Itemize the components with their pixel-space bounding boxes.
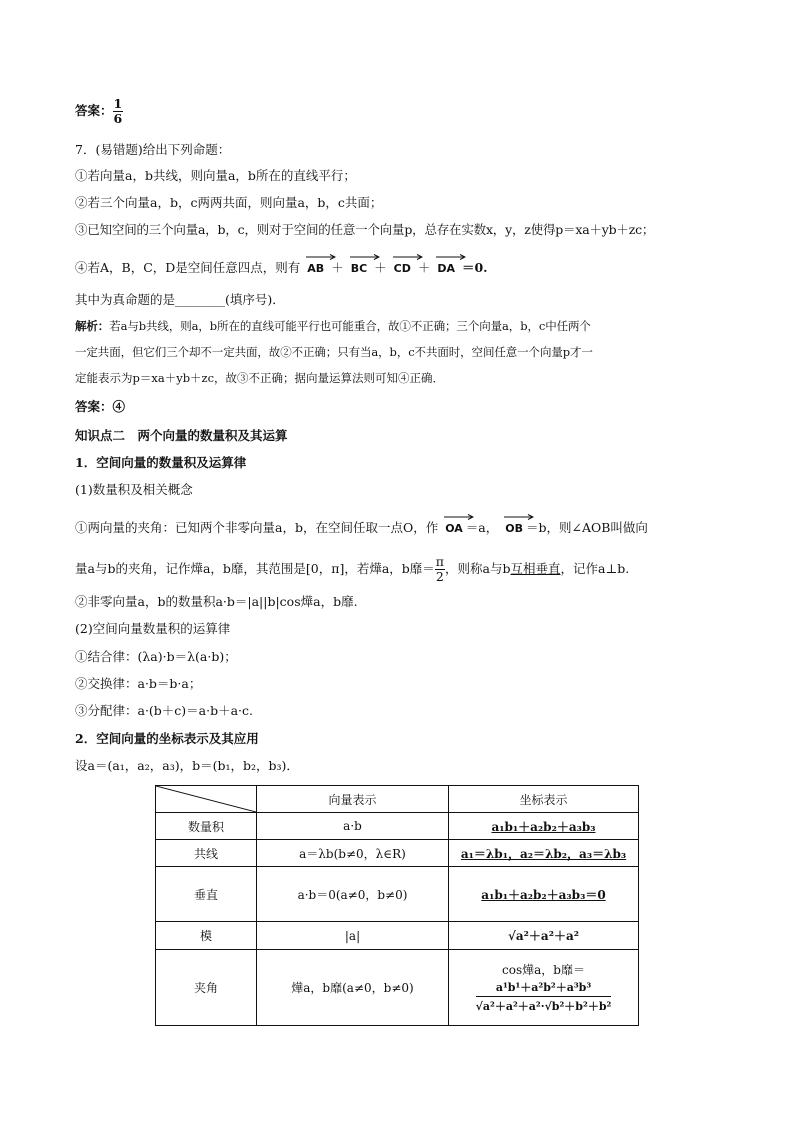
fraction-numerator: 1 [113,96,123,111]
plus-sign: ＋ [417,260,431,275]
table-row [156,950,639,1026]
heading-1: 1．空间向量的数量积及运算律 [75,455,247,470]
cosine-numerator: a¹b¹＋a²b²＋a³b³ [476,978,612,997]
law-commutative: ②交换律：a·b＝b·a； [75,676,202,691]
angle-text-3: ，则称a与b [445,561,511,576]
two: 2 [435,569,444,584]
angle-text-2: 量a与b的夹角，记作燁a，b靡，其范围是[0，π]，若燁a，b靡＝ [75,561,435,576]
question-ask: 其中为真命题的是________(填序号)． [75,292,285,307]
table-row-name: 共线 [156,840,257,867]
question-title: 7．(易错题)给出下列命题： [75,142,231,157]
table-coord-cell [449,950,639,1026]
table-row-name: 垂直 [156,867,257,922]
pi-over-2 [435,555,445,584]
plus-sign: ＋ [331,260,344,275]
table-vec-cell: a·b [257,813,449,840]
fraction [113,97,124,126]
table-row-name: 数量积 [156,813,257,840]
vector-ab [307,254,324,278]
table-row [156,867,639,922]
angle-definition-line-1 [75,514,648,538]
cosine-label: cos燁a，b靡＝ [502,963,585,977]
table-coord-cell: a₁＝λb₁，a₂＝λb₂，a₃＝λb₃ [449,840,639,867]
plus-sign: ＋ [374,260,387,275]
table-corner-cell [156,786,257,813]
explanation-label: 解析： [75,319,110,333]
vector-oa [445,514,463,538]
table-header: 坐标表示 [449,786,639,813]
proposition-3: ③已知空间的三个向量a，b，c，则对于空间的任意一个向量p，总存在实数x，y，z使得p＝xa＋yb＋zc； [75,222,655,237]
vector-setup: 设a＝(a₁，a₂，a₃)，b＝(b₁，b₂，b₃)． [75,758,299,773]
law-associative: ①结合律：(λa)·b＝λ(a·b)； [75,649,237,664]
table-coord-cell: a₁b₁＋a₂b₂＋a₃b₃ [449,813,639,840]
vector-ob-label: OB [505,522,523,535]
heading-1a: (1)数量积及相关概念 [75,482,193,497]
vector-da [437,254,455,278]
table-row [156,922,639,950]
proposition-1: ①若向量a，b共线，则向量a，b所在的直线平行； [75,168,356,183]
table-row-name: 模 [156,922,257,950]
proposition-4-text: ④若A，B，C，D是空间任意四点，则有 [75,260,301,275]
table-header-row [156,786,639,813]
heading-1b: (2)空间向量数量积的运算律 [75,621,231,636]
angle-text-4: ，记作a⊥b. [560,561,630,576]
pi: π [435,554,445,569]
explanation-text-1: 若a与b共线，则a，b所在的直线可能平行也可能重合，故①不正确；三个向量a，b，c中任两个 [109,319,591,333]
vector-da-label: DA [437,262,455,275]
proposition-2: ②若三个向量a，b，c两两共面，则向量a，b，c共面； [75,195,383,210]
table-vec-cell: |a| [257,922,449,950]
equals-zero: ＝0. [461,260,488,275]
vector-oa-label: OA [445,522,463,535]
explanation-line-1 [75,317,591,335]
table-row [156,840,639,867]
perpendicular-term: 互相垂直 [510,561,561,576]
table-row-name: 夹角 [156,950,257,1026]
equals-b: ＝b，则∠AOB叫做向 [525,520,648,535]
explanation-line-2: 一定共面，但它们三个却不一定共面，故②不正确；只有当a，b，c不共面时，空间任意一个向量p才一 [75,345,593,359]
vector-table [155,785,639,1026]
dot-product-definition: ②非零向量a，b的数量积a·b＝|a||b|cos燁a，b靡. [75,594,358,609]
table-coord-cell: a₁b₁＋a₂b₂＋a₃b₃＝0 [449,867,639,922]
angle-text-1: ①两向量的夹角：已知两个非零向量a，b，在空间任取一点O，作 [75,520,439,535]
cosine-denominator: √a²＋a²＋a²·√b²＋b²＋b² [475,1000,612,1013]
proposition-4 [75,254,488,278]
vector-bc-label: BC [350,262,368,275]
section-title: 知识点二 两个向量的数量积及其运算 [75,428,288,443]
heading-2: 2．空间向量的坐标表示及其应用 [75,731,259,746]
vector-cd-label: CD [393,262,411,275]
table-vec-cell: 燁a，b靡(a≠0，b≠0) [257,950,449,1026]
equals-a: ＝a， [465,520,499,535]
table-header: 向量表示 [257,786,449,813]
answer-label: 答案： [75,103,113,118]
angle-definition-line-2 [75,555,629,584]
table-coord-cell: √a²＋a²＋a² [449,922,639,950]
vector-ob [505,514,523,538]
fraction-denominator: 6 [113,111,123,126]
vector-cd [394,254,411,278]
vector-ab-label: AB [307,262,325,275]
table-row [156,813,639,840]
explanation-line-3: 定能表示为p＝xa＋yb＋zc，故③不正确；据向量运算法则可知④正确． [75,371,445,385]
diagonal-line [156,786,256,812]
table-vec-cell: a·b＝0(a≠0，b≠0) [257,867,449,922]
cosine-fraction [476,978,612,1014]
answer-2: 答案：④ [75,399,126,414]
vector-bc [351,254,367,278]
law-distributive: ③分配律：a·(b＋c)＝a·b＋a·c. [75,703,254,718]
table-vec-cell: a＝λb(b≠0，λ∈R) [257,840,449,867]
answer-line [75,97,123,126]
